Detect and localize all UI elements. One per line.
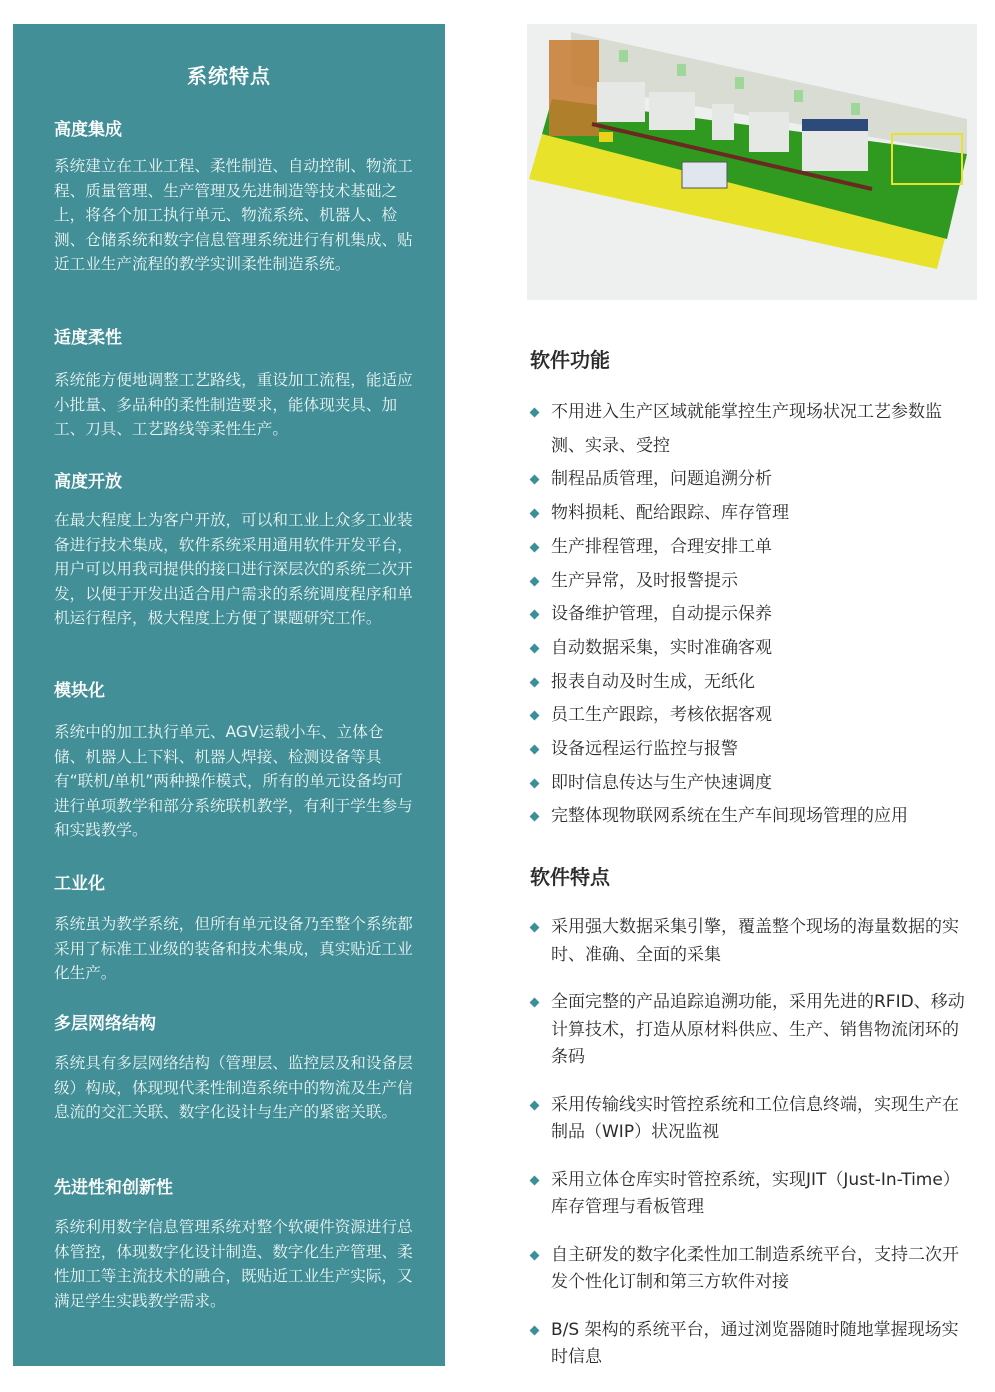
list-item-text: 自主研发的数字化柔性加工制造系统平台，支持二次开发个性化订制和第三方软件对接 bbox=[551, 1244, 959, 1292]
list-item bbox=[530, 914, 975, 969]
list-item-text: 采用传输线实时管控系统和工位信息终端，实现生产在制品（WIP）状况监视 bbox=[551, 1094, 959, 1142]
diamond-bullet-icon bbox=[530, 509, 540, 519]
feature-heading: 多层网络结构 bbox=[54, 1014, 156, 1034]
feature-body: 系统能方便地调整工艺路线，重设加工流程，能适应小批量、多品种的柔性制造要求，能体现夹具、加工、刀具、工艺路线等柔性生产。 bbox=[54, 371, 413, 438]
list-item-text: 设备维护管理，自动提示保养 bbox=[551, 604, 772, 625]
list-item-text: 生产排程管理，合理安排工单 bbox=[551, 536, 772, 557]
feature-body: 系统中的加工执行单元、AGV运载小车、立体仓储、机器人上下料、机器人焊接、检测设备等具有“联机/单机”两种操作模式，所有的单元设备均可进行单项教学和部分系统联机教学，有利于学生参与和实践教学。 bbox=[54, 723, 413, 839]
list-item-text: 生产异常，及时报警提示 bbox=[551, 570, 738, 591]
list-item bbox=[530, 632, 975, 666]
list-item bbox=[530, 598, 975, 632]
diamond-bullet-icon bbox=[530, 576, 540, 586]
list-item-text: 即时信息传达与生产快速调度 bbox=[551, 772, 772, 793]
diamond-bullet-icon bbox=[530, 1100, 540, 1110]
feature-body: 系统虽为教学系统，但所有单元设备乃至整个系统都采用了标准工业级的装备和技术集成，真实贴近工业化生产。 bbox=[54, 915, 413, 982]
panel-title: 系统特点 bbox=[187, 64, 271, 88]
feature-modular bbox=[54, 679, 414, 843]
diamond-bullet-icon bbox=[530, 677, 540, 687]
feature-network bbox=[54, 1012, 414, 1125]
feature-body: 系统具有多层网络结构（管理层、监控层及和设备层级）构成，体现现代柔性制造系统中的物流及生产信息流的交汇关联、数字化设计与生产的紧密关联。 bbox=[54, 1054, 413, 1121]
diamond-bullet-icon bbox=[530, 1325, 540, 1335]
list-item-text: 物料损耗、配给跟踪、库存管理 bbox=[551, 503, 789, 524]
feature-industrial bbox=[54, 872, 414, 986]
list-item-text: 采用立体仓库实时管控系统，实现JIT（Just-In-Time）库存管理与看板管理 bbox=[551, 1169, 960, 1217]
software-features-title: 软件特点 bbox=[530, 865, 610, 889]
list-item-text: 自动数据采集，实时准确客观 bbox=[551, 637, 772, 658]
diamond-bullet-icon bbox=[530, 475, 540, 485]
list-item bbox=[530, 396, 975, 463]
diamond-bullet-icon bbox=[530, 711, 540, 721]
diamond-bullet-icon bbox=[530, 1175, 540, 1185]
list-item bbox=[530, 463, 975, 497]
feature-body: 在最大程度上为客户开放，可以和工业上众多工业装备进行技术集成，软件系统采用通用软件开发平台，用户可以用我司提供的接口进行深层次的系统二次开发，以便于开发出适合用户需求的系统调度程序和单机运行程序，极大程度上方便了课题研究工作。 bbox=[54, 511, 413, 627]
list-item bbox=[530, 1317, 975, 1372]
list-item bbox=[530, 666, 975, 700]
feature-openness bbox=[54, 470, 414, 631]
list-item bbox=[530, 531, 975, 565]
feature-heading: 高度集成 bbox=[54, 120, 122, 140]
feature-body: 系统建立在工业工程、柔性制造、自动控制、物流工程、质量管理、生产管理及先进制造等技术基础之上，将各个加工执行单元、物流系统、机器人、检测、仓储系统和数字信息管理系统进行有机集成、贴近工业生产流程的教学实训柔性制造系统。 bbox=[54, 157, 413, 273]
list-item bbox=[530, 497, 975, 531]
system-features-panel bbox=[13, 24, 445, 1366]
list-item bbox=[530, 1242, 975, 1297]
feature-body: 系统利用数字信息管理系统对整个软硬件资源进行总体管控，体现数字化设计制造、数字化生产管理、柔性加工等主流技术的融合，既贴近工业生产实际，又满足学生实践教学需求。 bbox=[54, 1218, 413, 1310]
list-item-text: 全面完整的产品追踪追溯功能，采用先进的RFID、移动计算技术，打造从原材料供应、生产、销售物流闭环的条码 bbox=[551, 992, 965, 1067]
feature-integration bbox=[54, 118, 414, 277]
feature-innovation bbox=[54, 1176, 414, 1313]
list-item bbox=[530, 699, 975, 733]
software-functions-title: 软件功能 bbox=[530, 348, 610, 372]
list-item-text: 采用强大数据采集引擎，覆盖整个现场的海量数据的实时、准确、全面的采集 bbox=[551, 917, 959, 965]
diamond-bullet-icon bbox=[530, 610, 540, 620]
control-desk bbox=[682, 162, 727, 188]
warehouse-rack bbox=[549, 40, 599, 136]
list-item-text: 不用进入生产区域就能掌控生产现场状况工艺参数监测、实录、受控 bbox=[551, 402, 942, 456]
diamond-bullet-icon bbox=[530, 408, 540, 418]
diamond-bullet-icon bbox=[530, 643, 540, 653]
list-item bbox=[530, 767, 975, 801]
feature-heading: 适度柔性 bbox=[54, 328, 122, 348]
list-item-text: 制程品质管理，问题追溯分析 bbox=[551, 469, 772, 490]
list-item bbox=[530, 1167, 975, 1222]
list-item bbox=[530, 800, 975, 834]
list-item-text: 设备远程运行监控与报警 bbox=[551, 739, 738, 760]
software-features-list bbox=[530, 914, 975, 1392]
list-item bbox=[530, 565, 975, 599]
list-item bbox=[530, 989, 975, 1072]
feature-heading: 高度开放 bbox=[54, 472, 122, 492]
diamond-bullet-icon bbox=[530, 923, 540, 933]
diamond-bullet-icon bbox=[530, 778, 540, 788]
list-item-text: 完整体现物联网系统在生产车间现场管理的应用 bbox=[551, 806, 908, 827]
diamond-bullet-icon bbox=[530, 542, 540, 552]
list-item-text: B/S 架构的系统平台，通过浏览器随时随地掌握现场实时信息 bbox=[551, 1319, 959, 1367]
list-item-text: 员工生产跟踪，考核依据客观 bbox=[551, 705, 772, 726]
list-item-text: 报表自动及时生成，无纸化 bbox=[551, 671, 755, 692]
feature-heading: 先进性和创新性 bbox=[54, 1178, 173, 1198]
software-functions-list bbox=[530, 396, 975, 834]
diamond-bullet-icon bbox=[530, 998, 540, 1008]
list-item bbox=[530, 733, 975, 767]
diamond-bullet-icon bbox=[530, 1250, 540, 1260]
feature-heading: 工业化 bbox=[54, 874, 105, 894]
factory-illustration bbox=[527, 24, 977, 300]
diamond-bullet-icon bbox=[530, 812, 540, 822]
factory-rendering-image bbox=[527, 24, 977, 300]
diamond-bullet-icon bbox=[530, 745, 540, 755]
list-item bbox=[530, 1092, 975, 1147]
feature-heading: 模块化 bbox=[54, 681, 105, 701]
feature-flexibility bbox=[54, 326, 414, 442]
